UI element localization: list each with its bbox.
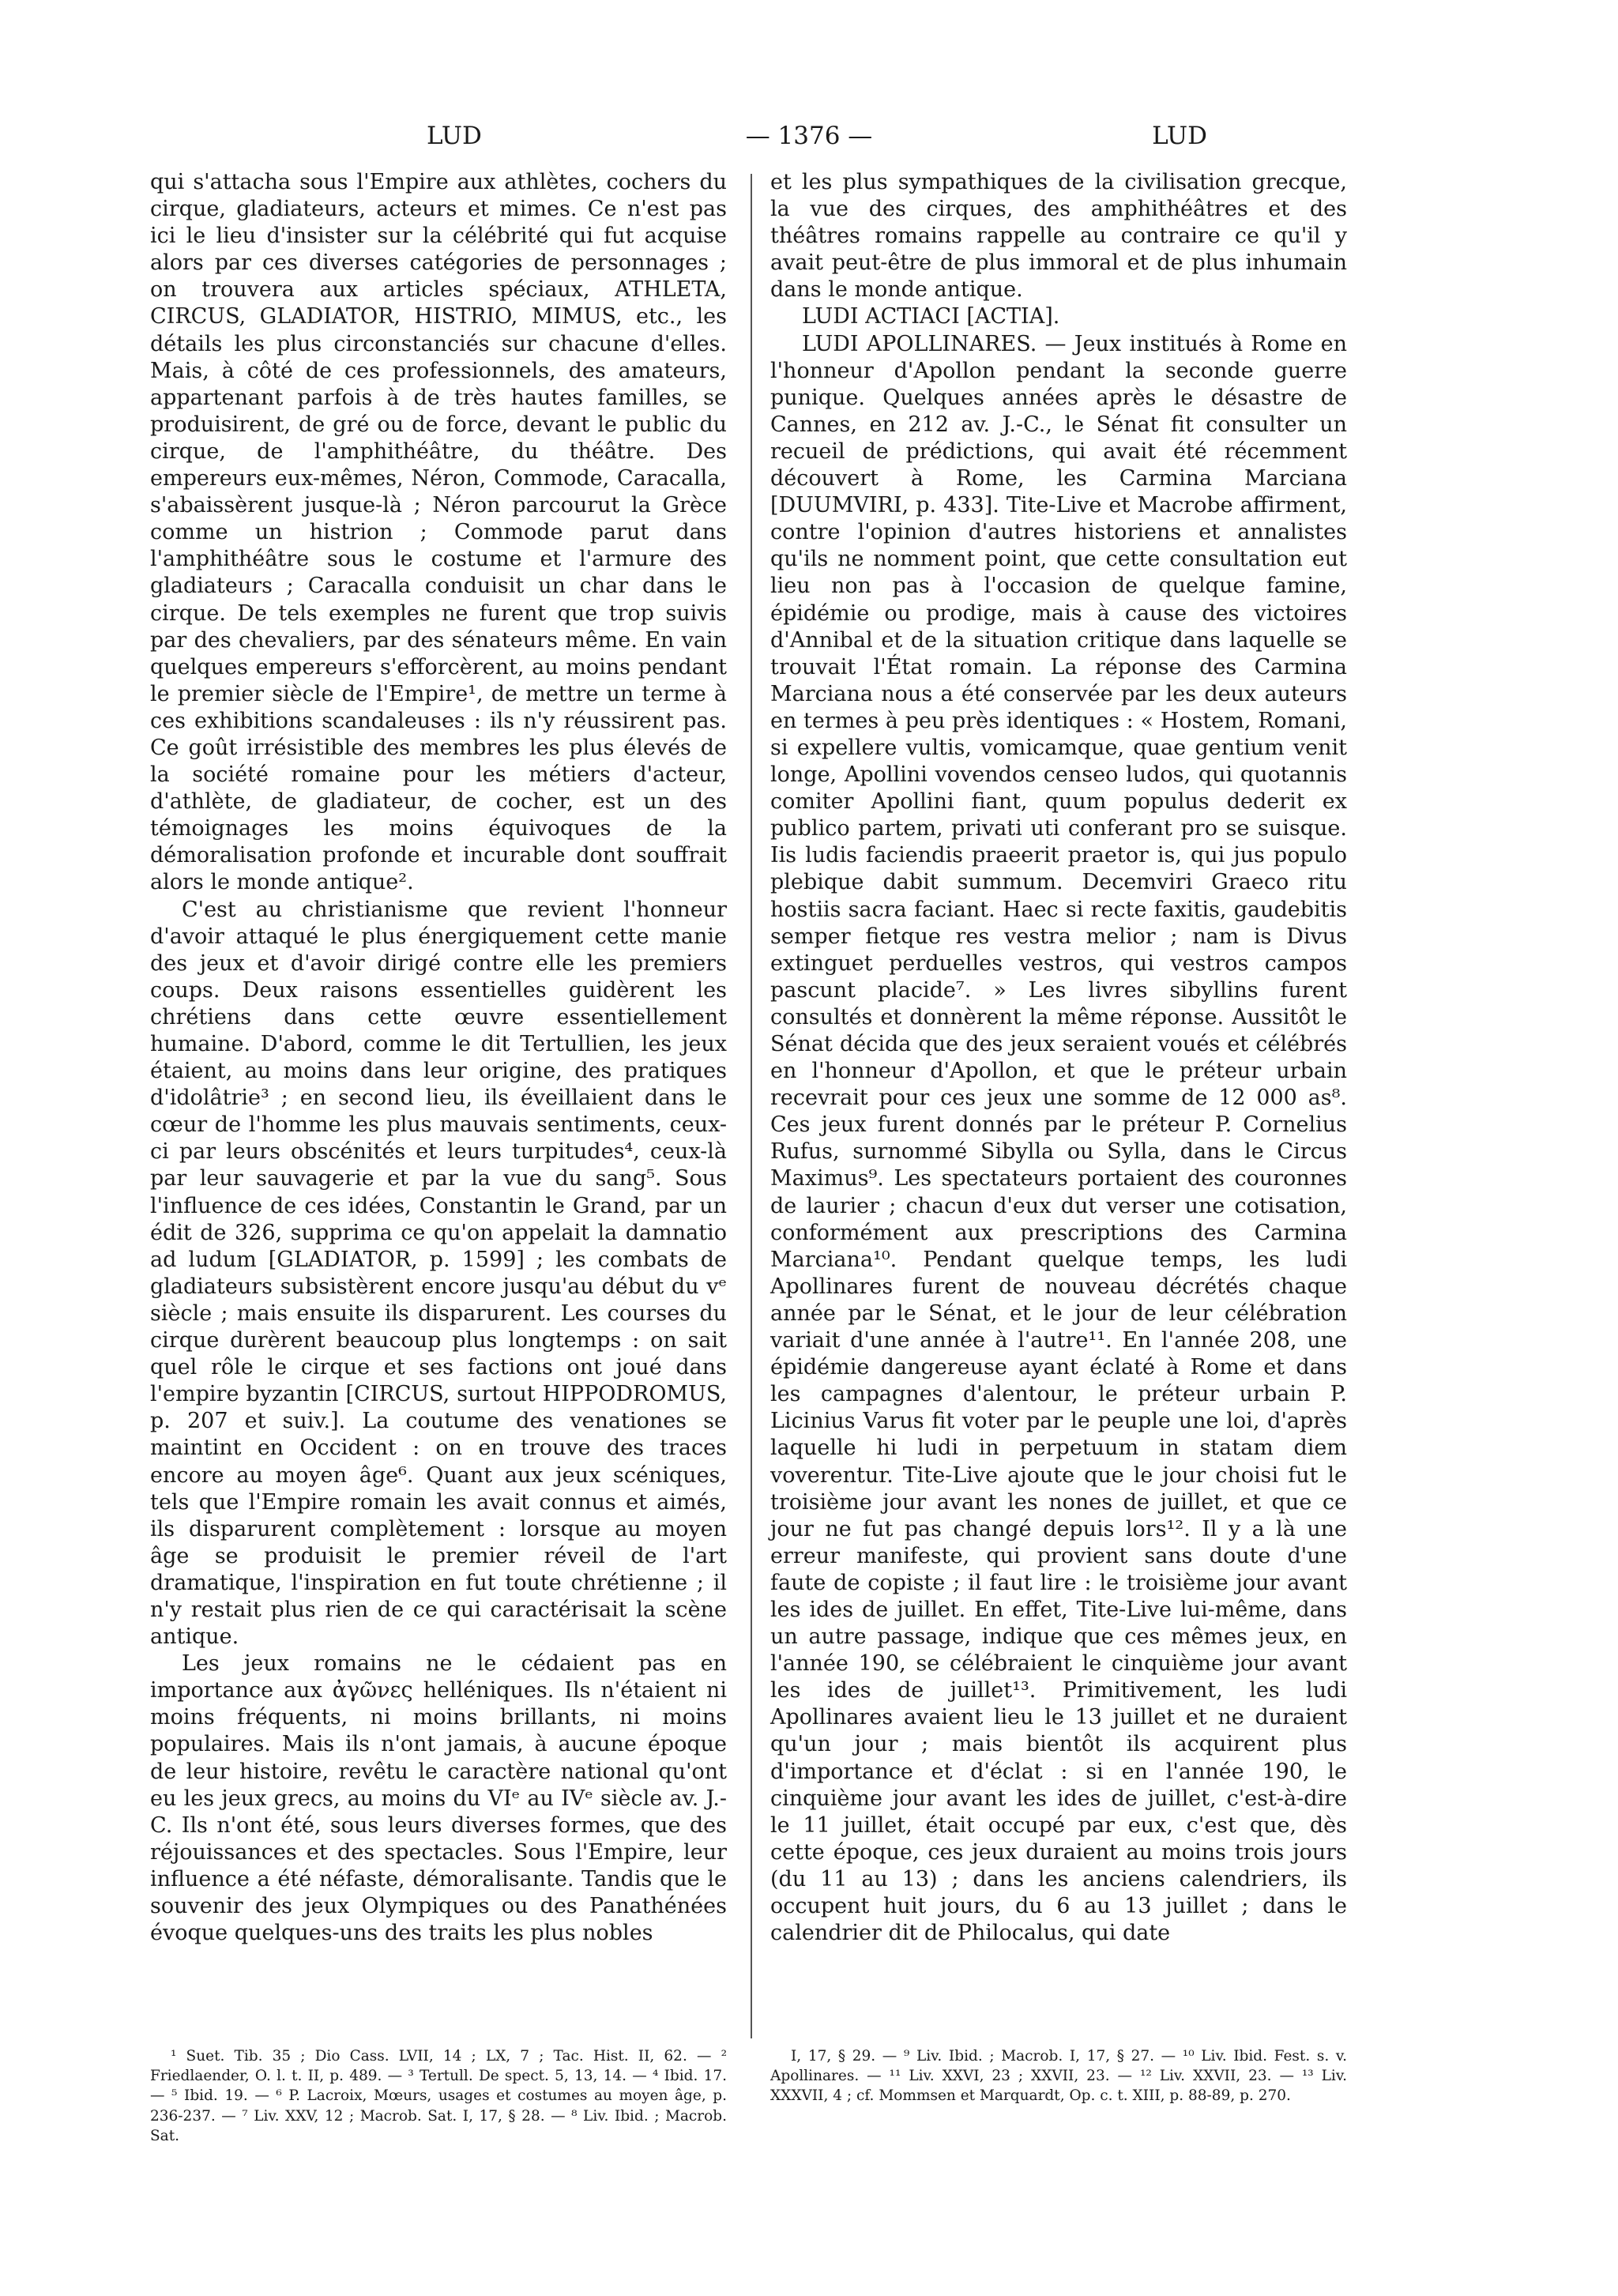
paragraph: C'est au christianisme que revient l'honneur d'avoir attaqué le plus énergiquement cette manie des jeux et d'avoir dirigé contre elle les premiers coups. Deux raisons essentielles guidèrent les chrétiens dans cette œuvre essentiellement humaine. D'abord, comme le dit Tertullien, les jeux étaient, au moins dans leur origine, des pratiques d'idolâtrie³ ; en second lieu, ils éveillaient dans le cœur de l'homme les plus mauvais sentiments, ceux-ci par leurs obscénités et leurs turpitudes⁴, ceux-là par leur sauvagerie et par la vue du sang⁵. Sous l'influence de ces idées, Constantin le Grand, par un édit de 326, supprima ce qu'on appelait la damnatio ad ludum [GLADIATOR, p. 1599] ; les combats de gladiateurs subsistèrent encore jusqu'au début du vᵉ siècle ; mais ensuite ils disparurent. Les courses du cirque durèrent beaucoup plus longtemps : on sait quel rôle le cirque et ses factions ont joué dans l'empire byzantin [CIRCUS, surtout HIPPODROMUS, p. 207 et suiv.]. La coutume des venationes se maintint en Occident : on en trouve des traces encore au moyen âge⁶. Quant aux jeux scéniques, tels que l'Empire romain les avait connus et aimés, ils disparurent complètement : lorsque au moyen âge se produisit le premier réveil de l'art dramatique, l'inspiration en fut toute chrétienne ; il n'y restait plus rien de ce qui caractérisait la scène antique.: [150, 897, 727, 1650]
running-header: [150, 120, 1468, 155]
footnote-text: I, 17, § 29. — ⁹ Liv. Ibid. ; Macrob. I, 17, § 27. — ¹⁰ Liv. Ibid. Fest. s. v. Apollinares. — ¹¹ Liv. XXVI, 23 ; XXVII, 23. — ¹² Liv. XXVII, 23. — ¹³ Liv. XXXVII, 4 ; cf. Mommsen et Marquardt, Op. c. t. XIII, p. 88-89, p. 270.: [770, 2048, 1347, 2105]
right-column: [770, 169, 1347, 1947]
left-column: [150, 169, 727, 1947]
header-left-title: LUD: [427, 122, 482, 150]
paragraph: Les jeux romains ne le cédaient pas en importance aux ἀγῶνες helléniques. Ils n'étaient ni moins fréquents, ni moins brillants, ni moins populaires. Mais ils n'ont jamais, à aucune époque de leur histoire, revêtu le caractère national qu'ont eu les jeux grecs, au moins du VIᵉ au IVᵉ siècle av. J.-C. Ils n'ont été, sous leurs diverses formes, que des réjouissances et des spectacles. Sous l'Empire, leur influence a été néfaste, démoralisante. Tandis que le souvenir des jeux Olympiques ou des Panathénées évoque quelques-uns des traits les plus nobles: [150, 1651, 727, 1946]
footnote-text: ¹ Suet. Tib. 35 ; Dio Cass. LVII, 14 ; LX, 7 ; Tac. Hist. II, 62. — ² Friedlaender, O. l. t. II, p. 489. — ³ Tertull. De spect. 5, 13, 14. — ⁴ Ibid. 17. — ⁵ Ibid. 19. — ⁶ P. Lacroix, Mœurs, usages et costumes au moyen âge, p. 236-237. — ⁷ Liv. XXV, 12 ; Macrob. Sat. I, 17, § 28. — ⁸ Liv. Ibid. ; Macrob. Sat.: [150, 2048, 727, 2144]
footnotes-left: [150, 2046, 727, 2146]
entry-ludi-apollinares: LUDI APOLLINARES. — Jeux institués à Rome en l'honneur d'Apollon pendant la seconde guerre punique. Quelques années après le désastre de Cannes, en 212 av. J.-C., le Sénat fit consulter un recueil de prédictions, qui avait été récemment découvert à Rome, les Carmina Marciana [DUUMVIRI, p. 433]. Tite-Live et Macrobe affirment, contre l'opinion d'autres historiens et annalistes qu'ils ne nomment point, que cette consultation eut lieu non pas à l'occasion de quelque famine, épidémie ou prodige, mais à cause des victoires d'Annibal et de la situation critique dans laquelle se trouvait l'État romain. La réponse des Carmina Marciana nous a été conservée par les deux auteurs en termes à peu près identiques : « Hostem, Romani, si expellere vultis, vomicamque, quae gentium venit longe, Apollini vovendos censeo ludos, qui quotannis comiter Apollini fiant, quum populus dederit ex publico partem, privati uti conferant pro se suisque. Iis ludis faciendis praeerit praetor is, qui jus populo plebique dabit summum. Decemviri Graeco ritu hostiis sacra faciant. Haec si recte faxitis, gaudebitis semper fietque res vestra melior ; nam is Divus extinguet perduelles vestros, qui vestros campos pascunt placide⁷. » Les livres sibyllins furent consultés et donnèrent la même réponse. Aussitôt le Sénat décida que des jeux seraient voués et célébrés en l'honneur d'Apollon, et que le préteur urbain recevrait pour ces jeux une somme de 12 000 as⁸. Ces jeux furent donnés par le préteur P. Cornelius Rufus, surnommé Sibylla ou Sylla, dans le Circus Maximus⁹. Les spectateurs portaient des couronnes de laurier ; chacun d'eux dut verser une cotisation, conformément aux prescriptions des Carmina Marciana¹⁰. Pendant quelque temps, les ludi Apollinares furent de nouveau décrétés chaque année par le Sénat, et le jour de leur célébration variait d'une année à l'autre¹¹. En l'année 208, une épidémie dangereuse ayant éclaté à Rome et dans les campagnes d'alentour, le préteur urbain P. Licinius Varus fit voter par le peuple une loi, d'après laquelle hi ludi in perpetuum in statam diem voverentur. Tite-Live ajoute que le jour choisi fut le troisième jour avant les nones de juillet, et que ce jour ne fut pas changé depuis lors¹². Il y a là une erreur manifeste, qui provient sans doute d'une faute de copiste ; il faut lire : le troisième jour avant les ides de juillet. En effet, Tite-Live lui-même, dans un autre passage, indique que ces mêmes jeux, en l'année 190, se célébraient le cinquième jour avant les ides de juillet¹³. Primitivement, les ludi Apollinares avaient lieu le 13 juillet et ne duraient qu'un jour ; mais bientôt ils acquirent plus d'importance et d'éclat : si en l'année 190, le cinquième jour avant les ides de juillet, c'est-à-dire le 11 juillet, était occupé par eux, c'est que, dès cette époque, ces jeux duraient au moins trois jours (du 11 au 13) ; dans les anciens calendriers, ils occupent huit jours, du 6 au 13 juillet ; dans le calendrier dit de Philocalus, qui date: [770, 331, 1347, 1946]
header-right-title: LUD: [1152, 122, 1207, 150]
column-divider: [751, 174, 752, 2038]
footnotes-right: [770, 2046, 1347, 2106]
page-number: — 1376 —: [745, 122, 873, 150]
entry-heading-ludi-actiaci: LUDI ACTIACI [ACTIA].: [802, 304, 1060, 329]
paragraph: qui s'attacha sous l'Empire aux athlètes, cochers du cirque, gladiateurs, acteurs et mimes. Ce n'est pas ici le lieu d'insister sur la célébrité qui fut acquise alors par ces diverses catégories de personnages ; on trouvera aux articles spéciaux, ATHLETA, CIRCUS, GLADIATOR, HISTRIO, MIMUS, etc., les détails les plus circonstanciés sur chacune d'elles. Mais, à côté de ces professionnels, des amateurs, appartenant parfois à de très hautes familles, se produisirent, de gré ou de force, devant le public du cirque, de l'amphithéâtre, du théâtre. Des empereurs eux-mêmes, Néron, Commode, Caracalla, s'abaissèrent jusque-là ; Néron parcourut la Grèce comme un histrion ; Commode parut dans l'amphithéâtre sous le costume et l'armure des gladiateurs ; Caracalla conduisit un char dans le cirque. De tels exemples ne furent que trop suivis par des chevaliers, par des sénateurs même. En vain quelques empereurs s'efforcèrent, au moins pendant le premier siècle de l'Empire¹, de mettre un terme à ces exhibitions scandaleuses : ils n'y réussirent pas. Ce goût irrésistible des membres les plus élevés de la société romaine pour les métiers d'acteur, d'athlète, de gladiateur, de cocher, est un des témoignages les moins équivoques de la démoralisation profonde et incurable dont souffrait alors le monde antique².: [150, 170, 727, 895]
paragraph: et les plus sympathiques de la civilisation grecque, la vue des cirques, des amphithéâtres et des théâtres romains rappelle au contraire ce qu'il y avait peut-être de plus immoral et de plus inhumain dans le monde antique.: [770, 170, 1347, 303]
